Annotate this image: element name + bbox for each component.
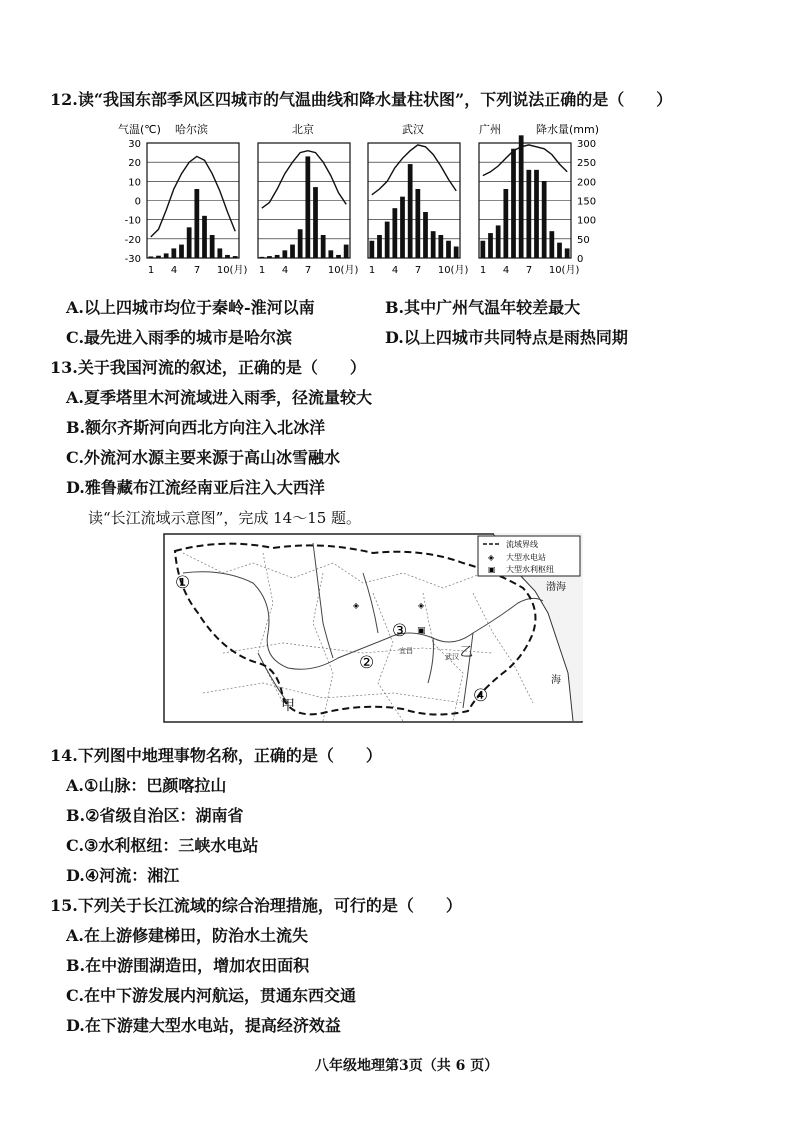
map-marker-1: ① [175,573,191,593]
temp-tick-label: -10 [124,215,141,227]
q15-option-c[interactable]: C.在中下游发展内河航运，贯通东西交通 [66,986,357,1005]
legend-dam: 大型水利枢纽 [506,565,554,574]
legend-hydropower-icon: ◈ [488,553,495,562]
temp-tick-label: 0 [134,196,141,208]
city-label: 武汉 [402,123,424,136]
precip-bar [385,222,390,258]
q14-option-b[interactable]: B.②省级自治区：湖南省 [66,806,244,825]
month-tick-label: 1 [479,265,487,276]
temp-tick-label: -20 [124,234,141,246]
precip-bar [415,189,420,258]
temp-tick-label: -30 [124,254,141,265]
q13-option-c[interactable]: C.外流河水源主要来源于高山冰雪融水 [66,448,341,467]
month-tick-label: 4 [502,265,510,276]
legend-basin-boundary: 流域界线 [506,540,538,549]
map-marker-3: ③ [392,621,408,641]
precip-bar [187,227,192,258]
month-tick-label: 7 [525,265,533,276]
precip-tick-label: 150 [577,196,597,208]
temp-tick-label: 30 [128,139,141,150]
precip-bar [194,189,199,258]
temp-axis-title: 气温(℃) [118,123,161,136]
month-tick-label: 4 [391,265,399,276]
temp-tick-label: 10 [128,177,141,189]
temp-tick-label: 20 [128,158,141,170]
hydropower-station-icon: ◈ [353,601,360,610]
month-tick-label: 1 [147,265,155,276]
precip-bar [503,189,508,258]
legend-hydropower: 大型水电站 [506,553,546,562]
precip-bar [164,253,169,258]
precip-bar [431,231,436,258]
q12-option-d[interactable]: D.以上四城市共同特点是雨热同期 [385,328,628,347]
precip-bar [369,241,374,258]
precip-bar [511,149,516,258]
map-label-wuhan: 武汉 [445,653,459,661]
precip-bar [542,181,547,258]
precip-bar [480,241,485,258]
legend-dam-icon: ▣ [488,565,496,574]
intro-14-15: 读“长江流域示意图”，完成 14～15 题。 [88,509,362,527]
precip-bar [267,256,272,258]
q12-option-b[interactable]: B.其中广州气温年较差最大 [385,298,581,317]
precip-bar [526,170,531,258]
precip-bar [313,187,318,258]
map-label-yichang: 宜昌 [399,647,413,655]
map-label-jia: 甲 [281,698,295,714]
q14-option-c[interactable]: C.③水利枢纽：三峡水电站 [66,836,259,855]
precip-bar [534,170,539,258]
q15-option-b[interactable]: B.在中游围湖造田，增加农田面积 [66,956,310,975]
precip-bar [233,256,238,258]
q14-stem: 14.下列图中地理事物名称，正确的是（ ） [50,746,382,765]
map-label-bohai: 渤海 [546,582,566,593]
precip-bar [377,235,382,258]
precip-bar [179,245,184,258]
q13-option-d[interactable]: D.雅鲁藏布江流经南亚后注入大西洋 [66,478,325,497]
climate-chart [0,115,794,295]
q12-option-c[interactable]: C.最先进入雨季的城市是哈尔滨 [66,328,293,347]
precip-tick-label: 50 [577,234,590,246]
precip-bar [549,231,554,258]
map-label-hai: 海 [551,675,561,686]
month-tick-label: 10(月) [216,265,248,276]
precip-bar [519,135,524,258]
precip-tick-label: 100 [577,215,597,227]
precip-bar [496,225,501,258]
precip-bar [392,208,397,258]
q15-option-d[interactable]: D.在下游建大型水电站，提高经济效益 [66,1016,341,1035]
q15-stem: 15.下列关于长江流域的综合治理措施，可行的是（ ） [50,896,462,915]
q12-option-a[interactable]: A.以上四城市均位于秦岭-淮河以南 [66,298,315,317]
month-tick-label: 1 [258,265,266,276]
precip-bar [454,247,459,259]
precip-bar [438,235,443,258]
dam-icon: ▣ [417,626,426,636]
precip-bar [565,248,570,258]
precip-bar [298,229,303,258]
precip-bar [336,255,341,258]
precip-bar [400,197,405,258]
month-tick-label: 7 [304,265,312,276]
precip-bar [259,257,264,258]
precip-bar [202,216,207,258]
precip-tick-label: 0 [577,254,584,265]
page-footer: 八年级地理第3页（共 6 页） [315,1058,499,1074]
precip-bar [217,248,222,258]
precip-bar [488,233,493,258]
q14-option-d[interactable]: D.④河流：湘江 [66,866,180,885]
month-tick-label: 10(月) [327,265,359,276]
precip-bar [305,156,310,258]
precip-bar [225,255,230,258]
precip-bar [328,250,333,258]
precip-bar [344,245,349,258]
precip-bar [210,235,215,258]
precip-bar [557,243,562,258]
precip-bar [171,248,176,258]
q13-option-b[interactable]: B.额尔齐斯河向西北方向注入北冰洋 [66,418,326,437]
q13-option-a[interactable]: A.夏季塔里木河流域进入雨季，径流量较大 [66,388,372,407]
precip-bar [408,164,413,258]
month-tick-label: 10(月) [548,265,580,276]
precip-bar [282,250,287,258]
precip-bar [423,212,428,258]
city-label: 北京 [292,123,314,136]
map-marker-2: ② [359,653,375,673]
q15-option-a[interactable]: A.在上游修建梯田，防治水土流失 [66,926,308,945]
precip-bar [148,256,153,258]
month-tick-label: 10(月) [437,265,469,276]
month-tick-label: 4 [281,265,289,276]
month-tick-label: 4 [170,265,178,276]
city-label: 哈尔滨 [175,123,208,136]
city-label: 广州 [479,123,501,136]
hydropower-station-icon: ◈ [418,601,425,610]
map-label-yi: 乙 [460,645,474,660]
yangtze-basin-map [163,533,583,723]
map-marker-4: ④ [473,686,489,706]
precip-bar [446,241,451,258]
q13-stem: 13.关于我国河流的叙述，正确的是（ ） [50,358,366,377]
month-tick-label: 7 [193,265,201,276]
precip-tick-label: 250 [577,158,597,170]
precip-tick-label: 300 [577,139,597,150]
precip-bar [290,245,295,258]
month-tick-label: 7 [414,265,422,276]
precip-bar [275,255,280,258]
q14-option-a[interactable]: A.①山脉：巴颜喀拉山 [66,776,227,795]
precip-tick-label: 200 [577,177,597,189]
q12-stem: 12.读“我国东部季风区四城市的气温曲线和降水量柱状图”，下列说法正确的是（ ） [50,90,673,109]
month-tick-label: 1 [368,265,376,276]
precip-bar [156,256,161,258]
precip-axis-title: 降水量(mm) [536,123,600,136]
precip-bar [321,235,326,258]
